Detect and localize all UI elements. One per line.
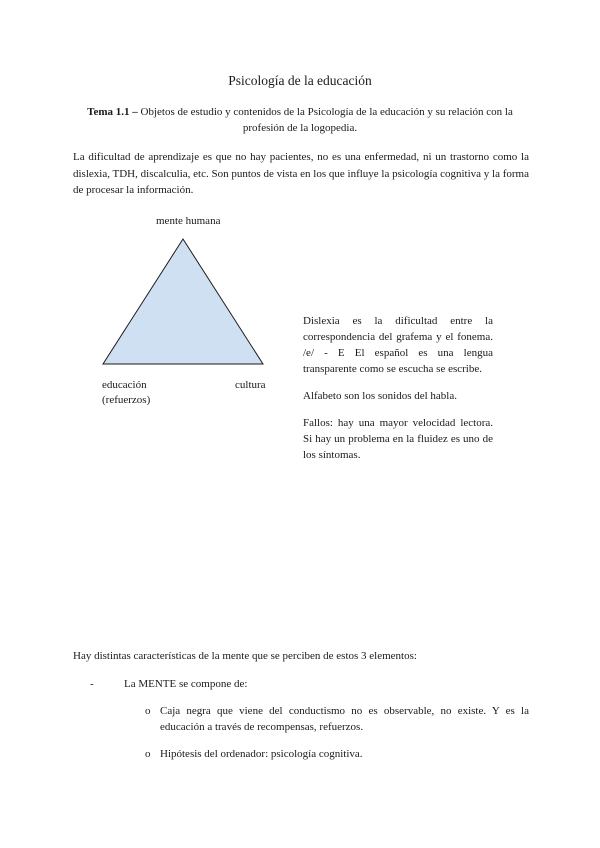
note-dislexia: Dislexia es la dificultad entre la correspondencia del grafema y el fonema. /e/ - E El español es una lengua transparente como se escucha se escribe. bbox=[303, 315, 493, 375]
label-educacion-line1: educación bbox=[102, 379, 147, 391]
bullet-marker: o bbox=[145, 705, 151, 717]
list-item-text: La MENTE se compone de: bbox=[124, 678, 248, 690]
label-cultura: cultura bbox=[235, 379, 266, 391]
topic-number: Tema 1.1 – bbox=[87, 106, 138, 118]
characteristics-paragraph: Hay distintas características de la mente que se perciben de estos 3 elementos: bbox=[73, 650, 417, 662]
triangle-diagram bbox=[95, 210, 285, 410]
bullet-marker: o bbox=[145, 748, 151, 760]
label-educacion-line2: (refuerzos) bbox=[102, 394, 151, 406]
dash-marker: - bbox=[90, 678, 94, 690]
label-mente-humana: mente humana bbox=[156, 215, 221, 227]
topic-subtitle bbox=[75, 104, 525, 136]
triangle-shape bbox=[95, 210, 285, 380]
page-title: Psicología de la educación bbox=[228, 73, 372, 88]
sub-list-item-text: Caja negra que viene del conductismo no es observable, no existe. Y es la educación a través de recompensas, refuerzos. bbox=[160, 705, 529, 733]
topic-description: Objetos de estudio y contenidos de la Psicología de la educación y su relación con la profesión de la logopedia. bbox=[140, 106, 513, 134]
label-educacion bbox=[102, 378, 150, 408]
side-notes bbox=[303, 313, 493, 474]
note-fallos: Fallos: hay una mayor velocidad lectora. Si hay un problema en la fluidez es uno de los síntomas. bbox=[303, 417, 493, 461]
intro-paragraph: La dificultad de aprendizaje es que no hay pacientes, no es una enfermedad, ni un trastorno como la dislexia, TDH, discalculia, etc. Son puntos de vista en los que influye la psicología cognitiva y la forma de procesar la información. bbox=[73, 151, 529, 196]
sub-list-item-text: Hipótesis del ordenador: psicología cognitiva. bbox=[160, 748, 363, 760]
note-alfabeto: Alfabeto son los sonidos del habla. bbox=[303, 390, 457, 402]
